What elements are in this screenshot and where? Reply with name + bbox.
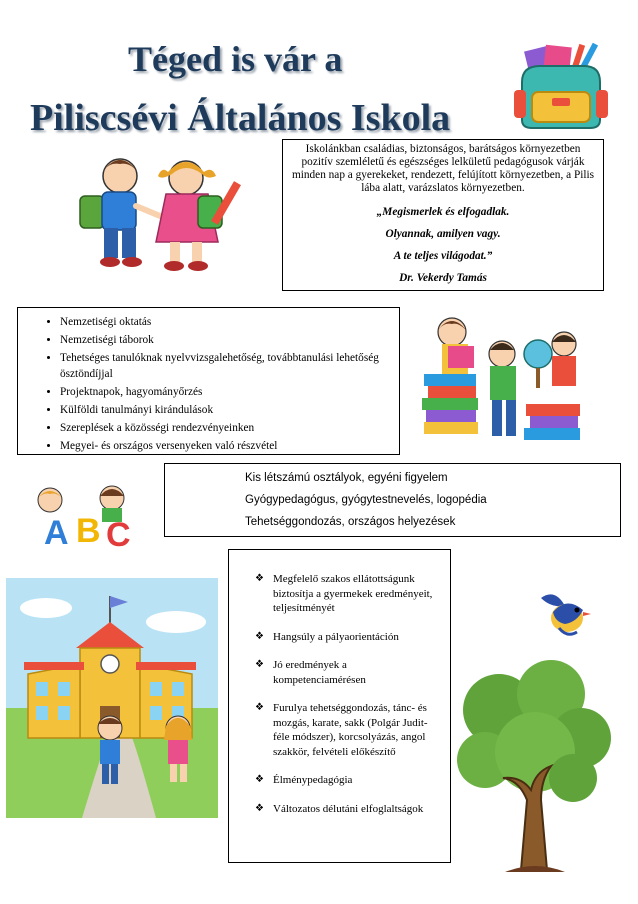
title-line-1: Téged is vár a <box>128 39 343 79</box>
offering-item: • Külföldi tanulmányi kirándulások <box>60 402 391 418</box>
benefit-item: ❖ Változatos délutáni elfoglaltságok <box>273 802 442 817</box>
abc-letter-a: A <box>44 514 69 550</box>
quote-line-3: A te teljes világodat.” <box>393 250 493 262</box>
tree-icon <box>455 660 613 874</box>
benefit-item: ❖ Jó eredmények a kompetenciamérésen <box>273 658 442 687</box>
intro-text: Iskolánkban családias, biztonságos, barátságos környezetben pozitív szemléletű és egészséges lelkületű pedagógusok várják minden nap a gyerekeket, rendezett, felújított környezetben, a Pilis lába alatt, varázslatos környezetben. <box>291 143 595 194</box>
benefit-item: ❖ Megfelelő szakos ellátottságunk biztosítja a gyermekek eredményeit, teljesítményét <box>273 572 442 616</box>
abc-letter-c: C <box>106 516 131 550</box>
abc-letter-b: B <box>76 512 101 550</box>
kids-reading-books-icon <box>420 308 582 448</box>
title-line-2: Piliscsévi Általános Iskola <box>30 97 451 139</box>
features-box <box>164 463 621 537</box>
quote-line-2: Olyannak, amilyen vagy. <box>385 228 501 240</box>
offering-item: • Tehetséges tanulóknak nyelvvizsgalehetőség, továbbtanulási lehetőség ösztöndíjjal <box>60 350 391 382</box>
feature-item: Gyógypedagógus, gyógytestnevelés, logopédia <box>245 494 487 506</box>
abc-kids-icon <box>28 482 138 550</box>
bird-icon <box>537 588 593 640</box>
feature-item: Tehetséggondozás, országos helyezések <box>245 516 456 528</box>
quote-author: Dr. Vekerdy Tamás <box>399 272 487 284</box>
offering-item: • Nemzetiségi oktatás <box>60 314 391 330</box>
feature-item: Kis létszámú osztályok, egyéni figyelem <box>245 472 448 484</box>
intro-box <box>282 139 604 291</box>
offering-item: • Projektnapok, hagyományőrzés <box>60 384 391 400</box>
benefits-box <box>228 549 451 863</box>
benefit-item: ❖ Furulya tehetséggondozás, tánc- és mozgás, karate, sakk (Polgár Judit-féle módszer), korcsolyázás, angol szakkör, felvételi előkészítő <box>273 701 442 759</box>
offerings-box <box>17 307 400 455</box>
offering-item: • Szereplések a közösségi rendezvényeinken <box>60 420 391 436</box>
benefit-item: ❖ Élménypedagógia <box>273 773 442 788</box>
children-walking-icon <box>62 150 248 286</box>
school-building-icon <box>6 578 218 818</box>
quote-line-1: „Megismerlek és elfogadlak. <box>376 206 510 218</box>
offering-item: • Nemzetiségi táborok <box>60 332 391 348</box>
benefit-item: ❖ Hangsúly a pályaorientáción <box>273 630 442 645</box>
backpack-icon <box>510 38 610 130</box>
offering-item: • Megyei- és országos versenyeken való részvétel <box>60 438 391 454</box>
